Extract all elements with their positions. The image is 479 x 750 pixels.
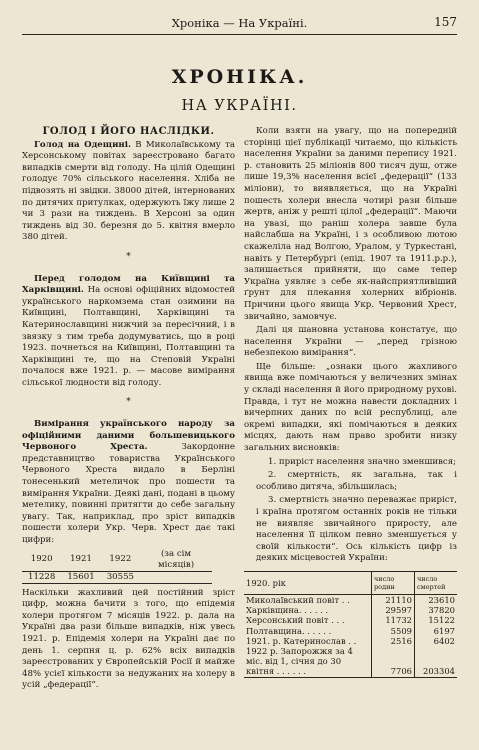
row-births: 21110 bbox=[372, 594, 415, 605]
paragraph-text: Закордонне представництво товариства Українського Червоного Хреста видало в Берліні тонесенький метеличок про пошести та вимірання України. Деякі дані, подані в цьому метелику, повинні притягти до себе загальну увагу. Так, наприклад, про зріст випадків пошести холери Укр. Черв. Хрест дає такі цифри: bbox=[22, 442, 235, 545]
left-column bbox=[22, 126, 235, 694]
list-item: 2. смертність, як загальна, так і особливо дитяча, збільшилась; bbox=[256, 470, 457, 492]
year-note: (за сім місяців) bbox=[140, 549, 212, 572]
running-title: Хроніка — На Україні. bbox=[171, 16, 308, 30]
cholera-years-table bbox=[22, 549, 212, 584]
paragraph-danger: Далі ця шановна установа констатує, що населення України — „перед грізною небезпекою вимірання“. bbox=[244, 325, 457, 359]
row-deaths: 23610 bbox=[415, 594, 458, 605]
table-row bbox=[244, 594, 457, 605]
births-deaths-table bbox=[244, 571, 457, 678]
row-label: 1922 р. Запорожжя за 4 міс. від 1, січня до 30 квітня . . . . . . bbox=[244, 646, 372, 677]
right-column bbox=[244, 126, 457, 678]
row-deaths: 6402 bbox=[415, 636, 458, 646]
row-deaths: 6197 bbox=[415, 626, 458, 636]
row-births: 29597 bbox=[372, 605, 415, 615]
list-item: 3. смертність значно переважає приріст, і країна протягом останніх років не тільки не виявляє звичайного приросту, але населення її цілком певно зменшується у своїй кількости“. Ось кількість цифр із деяких місцевостей України: bbox=[256, 495, 457, 564]
value-cell: 11228 bbox=[22, 571, 61, 583]
row-label: Харківщина. . . . . . bbox=[246, 605, 329, 616]
table-row bbox=[22, 549, 212, 572]
row-births: 2516 bbox=[372, 636, 415, 646]
table-header-births: число родин bbox=[372, 571, 415, 594]
empty-cell bbox=[140, 571, 212, 583]
year-cell: 1921 bbox=[61, 549, 100, 572]
table-row bbox=[22, 571, 212, 583]
row-label: Миколаївський повіт . . bbox=[246, 594, 350, 605]
year-cell: 1922 bbox=[101, 549, 140, 572]
paragraph-text: На основі офіційних відомостей українського наркомзема стан озимини на Київщині, Полтавщині, Харківщині та Катеринославщині нижчий за пересічний, і в звязку з тим треба додумуватись, що в році 1923. почнеться на Київщині, Полтавщині та Харківщині те, що на Степовій Україні почалося вже 1921. р. — масове вимірання сільської людности від голоду. bbox=[22, 285, 235, 388]
paragraph-cholera: Наскільки жахливий цей постійний зріст цифр, можна бачити з того, що епідемія холери протягом 7 місяців 1922. р. дала на Україні два рази більше випадків, ніж увесь 1921. р. Епідемія холери на Україні дає по день 1. серпня ц. р. 62% всіх випадків зареєстрованих у Європейській Росії й майже 48% усієї кількости за недужаних на холеру в усій „федерації“. bbox=[22, 587, 235, 691]
table-row bbox=[244, 646, 457, 677]
paragraph-population: Коли взяти на увагу, що на попередній сторінці цієї публікації читаємо, що кількість населення України за даними перепису 1921. р. становить 25 міліонів 800 тисяч душ, отже лише 19,3% населення всієї „федерації“ (133 міліони), то виявляється, що на Україні пошесть холери внесла чотирі рази більше жертв, аніж у решті цілої „федерації“. Маючи на увазі, що раніш холера завше була найслабша на Україні, і з особливою лютою скажеліла над Волгою, Уралом, у Туркестані, навіть у Петербургі (епід. 1907 та 1911.р.р.), залишається прийняти, що саме тепер Україна уявляє з себе як-найсприятливіший ґрунт для плекання холерних вібріонів. Причини цього явища Укр. Червоний Хрест, звичайно, замовчує. bbox=[244, 126, 457, 322]
table-header-label: 1920. рік bbox=[244, 571, 372, 594]
row-deaths: 203304 bbox=[415, 646, 458, 677]
row-label: Херсонський повіт . . . bbox=[246, 615, 345, 626]
page-number: 157 bbox=[434, 15, 457, 29]
conclusions-list bbox=[256, 457, 457, 565]
row-deaths: 15122 bbox=[415, 615, 458, 625]
table-header-deaths: число смертей bbox=[415, 571, 458, 594]
list-item: 1. приріст населення значно зменшився; bbox=[268, 456, 457, 467]
paragraph-signs: Ще більше: „ознаки цього жахливого явища вже помічаються у величезних змінах у складі населення й його природному рухові. Правда, і тут не можна навести докладних і вичерпних даних по всій республиці, але окремі випадки, які помічаються в деяких місцях, дають нам право зробити низку загальних висновків: bbox=[244, 361, 457, 454]
row-label: 1921. р. Катеринослав . . bbox=[246, 635, 357, 646]
table-row bbox=[244, 615, 457, 625]
separator-asterisk: * bbox=[126, 397, 131, 408]
year-cell: 1920 bbox=[22, 549, 61, 572]
running-header bbox=[22, 14, 457, 35]
paragraph-kyiv-kharkiv bbox=[22, 274, 235, 390]
row-births: 5509 bbox=[372, 626, 415, 636]
table-header-row bbox=[244, 571, 457, 594]
paragraph-lead: Голод на Одещині. bbox=[34, 139, 131, 150]
table-row bbox=[244, 605, 457, 615]
value-cell: 15601 bbox=[61, 571, 100, 583]
row-label: Полтавщина. . . . . . bbox=[246, 625, 332, 636]
chronicle-title: ХРОНІКА. bbox=[171, 66, 308, 88]
separator-asterisk: * bbox=[126, 251, 131, 262]
row-births: 7706 bbox=[372, 646, 415, 677]
paragraph-odesa bbox=[22, 140, 235, 244]
paragraph-lead: Вимірання українського народу за офіційними даними большевицького Червоного Хреста. bbox=[22, 419, 235, 453]
table-row bbox=[244, 626, 457, 636]
value-cell: 30555 bbox=[101, 571, 140, 583]
section-subtitle: НА УКРАЇНІ. bbox=[181, 98, 298, 114]
table-row bbox=[244, 636, 457, 646]
paragraph-red-cross bbox=[22, 419, 235, 547]
paragraph-lead: Перед голодом на Київщині та Харківщині. bbox=[22, 273, 235, 296]
paragraph-text: В Миколаївському та Херсонському повітах зареєстровано багато випадків смерти від голоду. На цілій Одещині голодує 70% сільського населення. Хліба не підвозять ні звідки. 38000 дітей, інтернованих по дитячих притулках, одержують їжу лише 2 чи 3 рази на тиждень. В Херсоні за один тиждень від 30. березня до 5. квітня вмерло 380 дітей. bbox=[22, 139, 235, 243]
row-deaths: 37820 bbox=[415, 605, 458, 615]
row-births: 11732 bbox=[372, 615, 415, 625]
article-heading: ГОЛОД І ЙОГО НАСЛІДКИ. bbox=[42, 126, 215, 137]
